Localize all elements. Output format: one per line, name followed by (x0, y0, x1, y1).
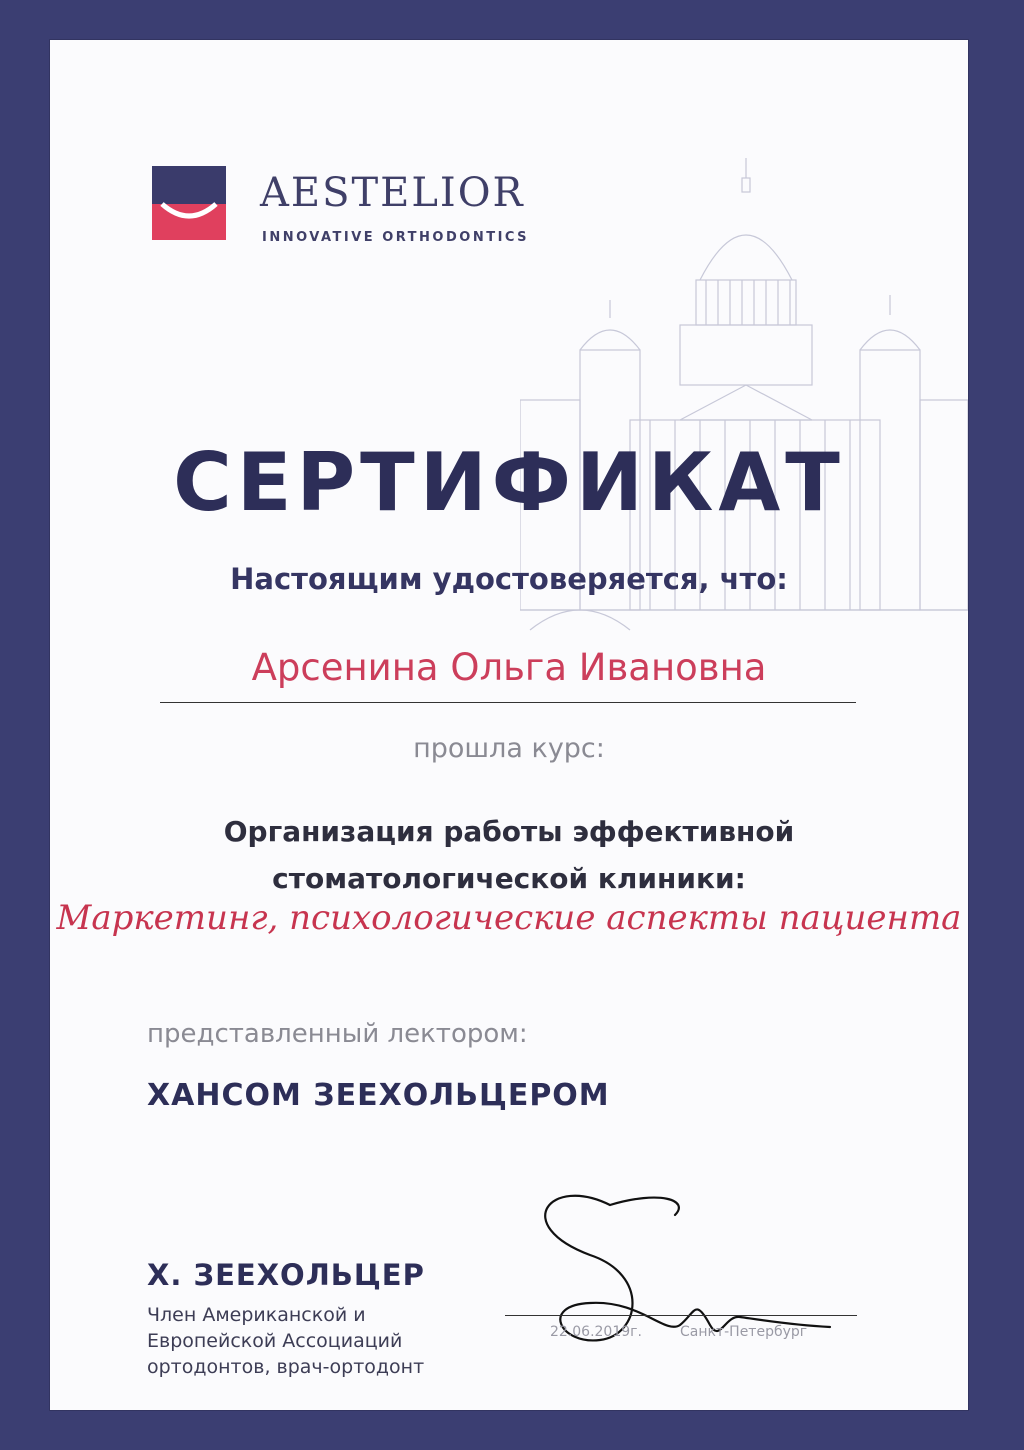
presented-by-label: представленный лектором: (147, 1019, 528, 1049)
issue-city: Санкт-Петербург (680, 1324, 808, 1340)
signature-line (505, 1315, 857, 1316)
course-title-line1: Организация работы эффективной (223, 815, 795, 848)
certificate-intro: Настоящим удостоверяется, что: (230, 562, 788, 596)
certificate-sheet (50, 40, 968, 1410)
course-title (50, 808, 968, 902)
signatory-name: Х. ЗЕЕХОЛЬЦЕР (147, 1258, 425, 1292)
course-title-line2: стоматологической клиники: (272, 862, 746, 895)
recipient-underline (160, 702, 856, 703)
lecturer-name: ХАНСОМ ЗЕЕХОЛЬЦЕРОМ (147, 1078, 610, 1113)
signatory-title (147, 1302, 424, 1380)
certificate-title: СЕРТИФИКАТ (173, 436, 845, 529)
passed-course-label: прошла курс: (413, 733, 605, 764)
signatory-title-line3: ортодонтов, врач-ортодонт (147, 1356, 425, 1378)
issue-date: 22.06.2019г. (550, 1324, 642, 1340)
aestelior-logo-icon (152, 166, 226, 240)
brand-name: AESTELIOR (260, 170, 525, 216)
course-subtitle: Маркетинг, психологические аспекты пациента (56, 898, 962, 938)
brand-tagline: INNOVATIVE ORTHODONTICS (262, 230, 530, 245)
recipient-name: Арсенина Ольга Ивановна (251, 646, 767, 689)
signatory-title-line2: Европейской Ассоциаций (147, 1330, 403, 1352)
signatory-title-line1: Член Американской и (147, 1304, 366, 1326)
